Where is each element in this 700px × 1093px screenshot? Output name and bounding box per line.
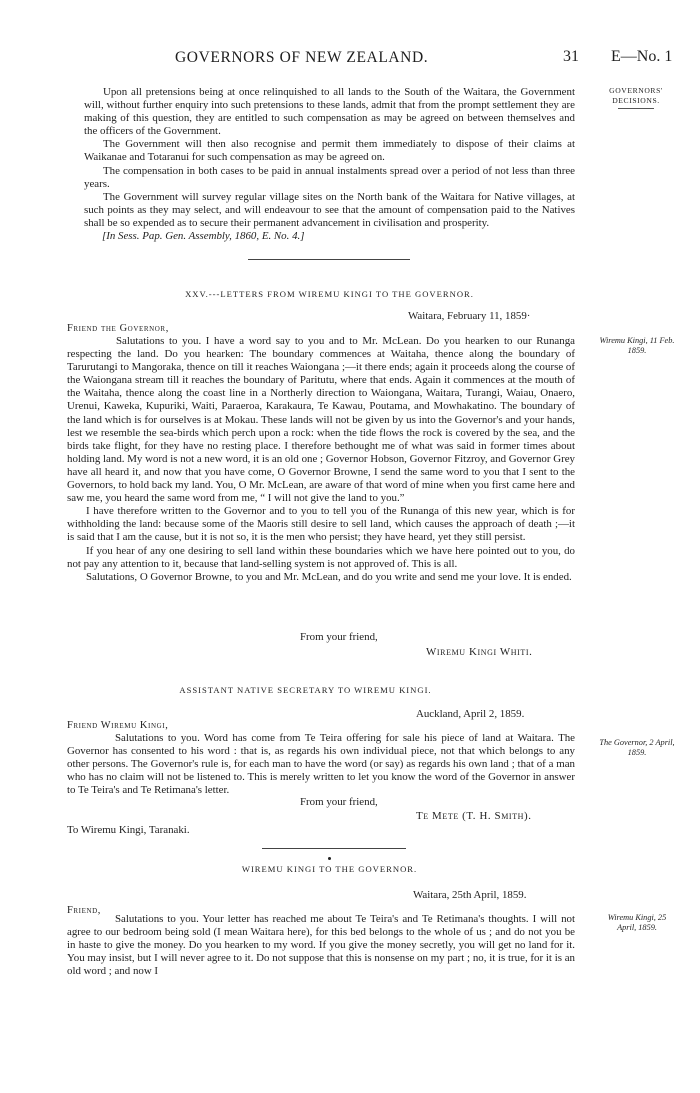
- margin-note-decisions: [597, 86, 675, 109]
- margin-note-kingi-2: Wiremu Kingi, 25 April, 1859.: [607, 913, 667, 932]
- margin-note-decisions-text: GOVERNORS' DECISIONS.: [609, 86, 663, 105]
- opening-paragraph-4: The Government will survey regular village sites on the North bank of the Waitara for Native villages, at such points as they may select, and will endeavour to see that the amount of compensation paid to the Natives shall be so expended as to secure their permanent advancement in civilisation and prosperity.: [84, 190, 575, 229]
- letter2-heading: ASSISTANT NATIVE SECRETARY TO WIREMU KINGI.: [179, 685, 432, 695]
- page-title: GOVERNORS OF NEW ZEALAND.: [175, 49, 429, 66]
- letter3-body: [67, 913, 575, 978]
- letter3-date: Waitara, 25th April, 1859.: [413, 889, 527, 901]
- letter3-paragraph-1: Salutations to you. Your letter has reached me about Te Teira's and Te Retimana's thoughts. I will not agree to our bedroom being sold (I mean Waitara here), for this bed belongs to the whole of us ; and do not you be in haste to give the money. Do you hearken to my word. If you give the money secretly, you will get no land for it. You may insist, but I will never agree to it. Do not suppose that this is nonsense on my part ; no, it is true, for it is an old word ; and now I: [67, 913, 575, 978]
- section-divider: [248, 259, 410, 260]
- letter1-date: Waitara, February 11, 1859·: [408, 310, 531, 322]
- page-number: 31: [563, 48, 579, 65]
- margin-note-governor: The Governor, 2 April, 1859.: [599, 738, 675, 757]
- letter2-salutation: Friend Wiremu Kingi,: [67, 720, 169, 731]
- letter2-address: To Wiremu Kingi, Taranaki.: [67, 824, 190, 836]
- decorative-dot: [328, 857, 331, 860]
- section-divider-2: [262, 848, 406, 849]
- letter3-heading: WIREMU KINGI TO THE GOVERNOR.: [241, 864, 418, 874]
- opening-paragraph-1: Upon all pretensions being at once relinquished to all lands to the South of the Waitara, the Government will, without further enquiry into such pretensions to these lands, admit that from the prompt settlement they are making of this question, they are entitled to such compensation as may be agreed on between themselves and the officers of the Government.: [84, 86, 575, 138]
- margin-note-rule: [618, 108, 654, 109]
- letter2-closing: From your friend,: [300, 796, 378, 808]
- opening-paragraph-3: The compensation in both cases to be paid in annual instalments spread over a period of not less than three years.: [84, 164, 575, 190]
- letter1-body: [67, 335, 575, 584]
- letter1-signature: Wiremu Kingi Whiti.: [426, 646, 533, 658]
- letter3-salutation: Friend,: [67, 905, 101, 916]
- letter2-date: Auckland, April 2, 1859.: [416, 708, 525, 720]
- letter1-paragraph-2: I have therefore written to the Governor and to you to tell you of the Runanga of this new year, which is for withholding the land: because some of the Maoris still desire to sell land, which causes the approach of death ;—it is said that I am the cause, but it is not so, it is the men who persist; they have heard, yet they still persist.: [67, 505, 575, 544]
- letter1-paragraph-1: Salutations to you. I have a word say to you and to Mr. McLean. Do you hearken to our Runanga respecting the land. Do you hearken: The boundary commences at Waitaha, thence along the boundary of Tarurutangi to Mangoraka, thence on till it reaches Waiongana ;—it there ends; again it proceeds along the course of the Waiongana stream till it reaches the boundary of Paritutu, where that ends. Again it commences at the mouth of the Waitaha, thence along the coast line in a Northerly direction to Waiongana, Waitara, Turangi, Waiau, Onaero, Urenui, Kaweka, Kupuriki, Waiti, Paraeroa, Karakaura, Te Kawau, Poutama, and Mowhakatino. The boundary of the land which is for ourselves is at Mokau. These lands will not be given by us into the Governor's and your hands, lest we resemble the sea-birds which perch upon a rock: when the tide flows the rock is covered by the sea, and the birds take flight, for they have no resting place. I therefore bethought me of what was said in former times about holding land. My word is not a new word, it is an old one ; Governor Hobson, Governor Fitzroy, and Governor Grey have all heard it, and now that you have come, O Governor Browne, I send the same word to you that I sent to the Governors, to hold back my land. You, O Mr. McLean, are aware of that word of mine when you first came here and saw me, you heard the same word from me, “ I will not give the land to you.”: [67, 335, 575, 505]
- letter1-heading: XXV.---LETTERS FROM WIREMU KINGI TO THE GOVERNOR.: [185, 289, 474, 299]
- citation: [In Sess. Pap. Gen. Assembly, 1860, E. No. 4.]: [102, 230, 305, 243]
- opening-paragraph-2: The Government will then also recognise and permit them immediately to dispose of their claims at Waikanae and Totaranui for such compensation as may be agreed on.: [84, 138, 575, 164]
- series-number: E—No. 1: [611, 48, 673, 65]
- letter2-body: [67, 732, 575, 797]
- letter1-paragraph-3: If you hear of any one desiring to sell land within these boundaries which we have here pointed out to you, do not pay any attention to it, because that land-selling system is not approved of. This is all.: [67, 544, 575, 570]
- letter2-paragraph-1: Salutations to you. Word has come from Te Teira offering for sale his piece of land at Waitara. The Governor has consented to his word : that is, as regards his own individual piece, not that which belongs to any other persons. The Governor's rule is, for each man to have the word (or say) as regards his own land ; that of a man who has no claim will not be listened to. This is merely written to let you know the word of the Governor in answer to Te Teira's and Te Retimana's letter.: [67, 732, 575, 797]
- letter1-paragraph-4: Salutations, O Governor Browne, to you and Mr. McLean, and do you write and send me your love. It is ended.: [86, 570, 572, 583]
- opening-section: [84, 86, 575, 243]
- letter1-closing: From your friend,: [300, 631, 378, 643]
- margin-note-kingi-1: Wiremu Kingi, 11 Feb. 1859.: [599, 336, 675, 355]
- letter2-signature: Te Mete (T. H. Smith).: [416, 810, 532, 822]
- letter1-salutation: Friend the Governor,: [67, 323, 169, 334]
